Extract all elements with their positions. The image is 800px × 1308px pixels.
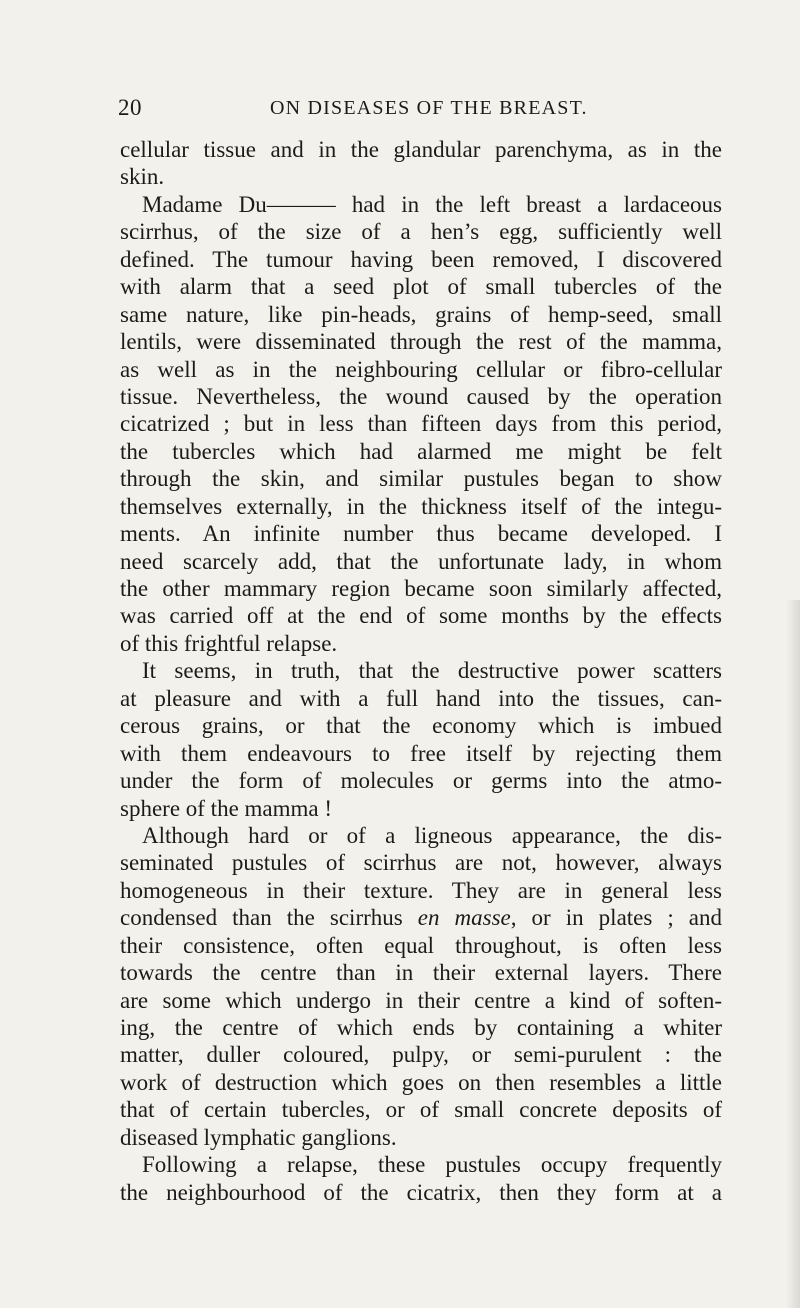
page-number: 20 bbox=[118, 95, 142, 120]
text-line: that of certain tubercles, or of small concrete deposits of bbox=[120, 1097, 722, 1123]
text-line: seminated pustules of scirrhus are not, however, always bbox=[120, 850, 722, 876]
body-text bbox=[120, 136, 722, 1206]
text-line: the other mammary region became soon similarly affected, bbox=[120, 576, 722, 601]
text-line: scirrhus, of the size of a hen’s egg, sufficiently well bbox=[120, 219, 722, 245]
text-line: need scarcely add, that the unfortunate lady, in whom bbox=[120, 548, 722, 574]
text-line: Although hard or of a ligneous appearance, the dis- bbox=[142, 822, 722, 848]
text-line: their consistence, often equal throughout, is often less bbox=[120, 932, 722, 958]
text-line: sphere of the mamma ! bbox=[120, 795, 333, 821]
text-line: towards the centre than in their external layers. There bbox=[120, 960, 722, 986]
text-line: the tubercles which had alarmed me might be felt bbox=[120, 438, 722, 464]
text-line: through the skin, and similar pustules began to show bbox=[120, 466, 722, 492]
text-line: with alarm that a seed plot of small tubercles of the bbox=[120, 274, 722, 300]
text-line: condensed than the scirrhus en masse, or in plates ; and bbox=[120, 905, 723, 931]
text-line: cellular tissue and in the glandular parenchyma, as in the bbox=[120, 137, 722, 162]
page-header bbox=[118, 95, 718, 125]
text-line: are some which undergo in their centre a kind of soften- bbox=[120, 987, 722, 1013]
text-line: It seems, in truth, that the destructive power scatters bbox=[142, 658, 722, 684]
text-line: same nature, like pin-heads, grains of hemp-seed, small bbox=[120, 301, 722, 327]
page-edge-shadow bbox=[786, 600, 800, 1308]
text-line: diseased lymphatic ganglions. bbox=[120, 1124, 397, 1150]
text-line: under the form of molecules or germs into the atmo- bbox=[120, 768, 722, 794]
text-line: the neighbourhood of the cicatrix, then they form at a bbox=[120, 1179, 722, 1205]
text-line: defined. The tumour having been removed, I discovered bbox=[120, 246, 722, 272]
text-line: cicatrized ; but in less than fifteen days from this period, bbox=[120, 411, 722, 437]
text-line: with them endeavours to free itself by rejecting them bbox=[120, 740, 722, 766]
text-line: was carried off at the end of some months by the effects bbox=[120, 603, 722, 629]
text-line: Madame Du——— had in the left breast a lardaceous bbox=[142, 191, 722, 217]
text-line: at pleasure and with a full hand into the tissues, can- bbox=[120, 685, 722, 711]
text-line: tissue. Nevertheless, the wound caused by the operation bbox=[120, 383, 722, 409]
text-line: work of destruction which goes on then resembles a little bbox=[120, 1069, 722, 1095]
text-line: of this frightful relapse. bbox=[120, 630, 338, 656]
text-line: matter, duller coloured, pulpy, or semi-purulent : the bbox=[120, 1042, 722, 1068]
text-line: lentils, were disseminated through the rest of the mamma, bbox=[120, 329, 722, 355]
text-line: as well as in the neighbouring cellular or fibro-cellular bbox=[120, 356, 722, 382]
text-line: homogeneous in their texture. They are in general less bbox=[120, 877, 722, 903]
running-title: ON DISEASES OF THE BREAST. bbox=[270, 97, 588, 119]
text-line: skin. bbox=[120, 164, 165, 190]
text-line: cerous grains, or that the economy which is imbued bbox=[120, 713, 722, 739]
text-line: themselves externally, in the thickness itself of the integu- bbox=[120, 493, 722, 519]
text-line: ments. An infinite number thus became developed. I bbox=[120, 521, 722, 547]
text-line: ing, the centre of which ends by containing a whiter bbox=[120, 1015, 722, 1040]
text-line: Following a relapse, these pustules occupy frequently bbox=[142, 1152, 722, 1178]
